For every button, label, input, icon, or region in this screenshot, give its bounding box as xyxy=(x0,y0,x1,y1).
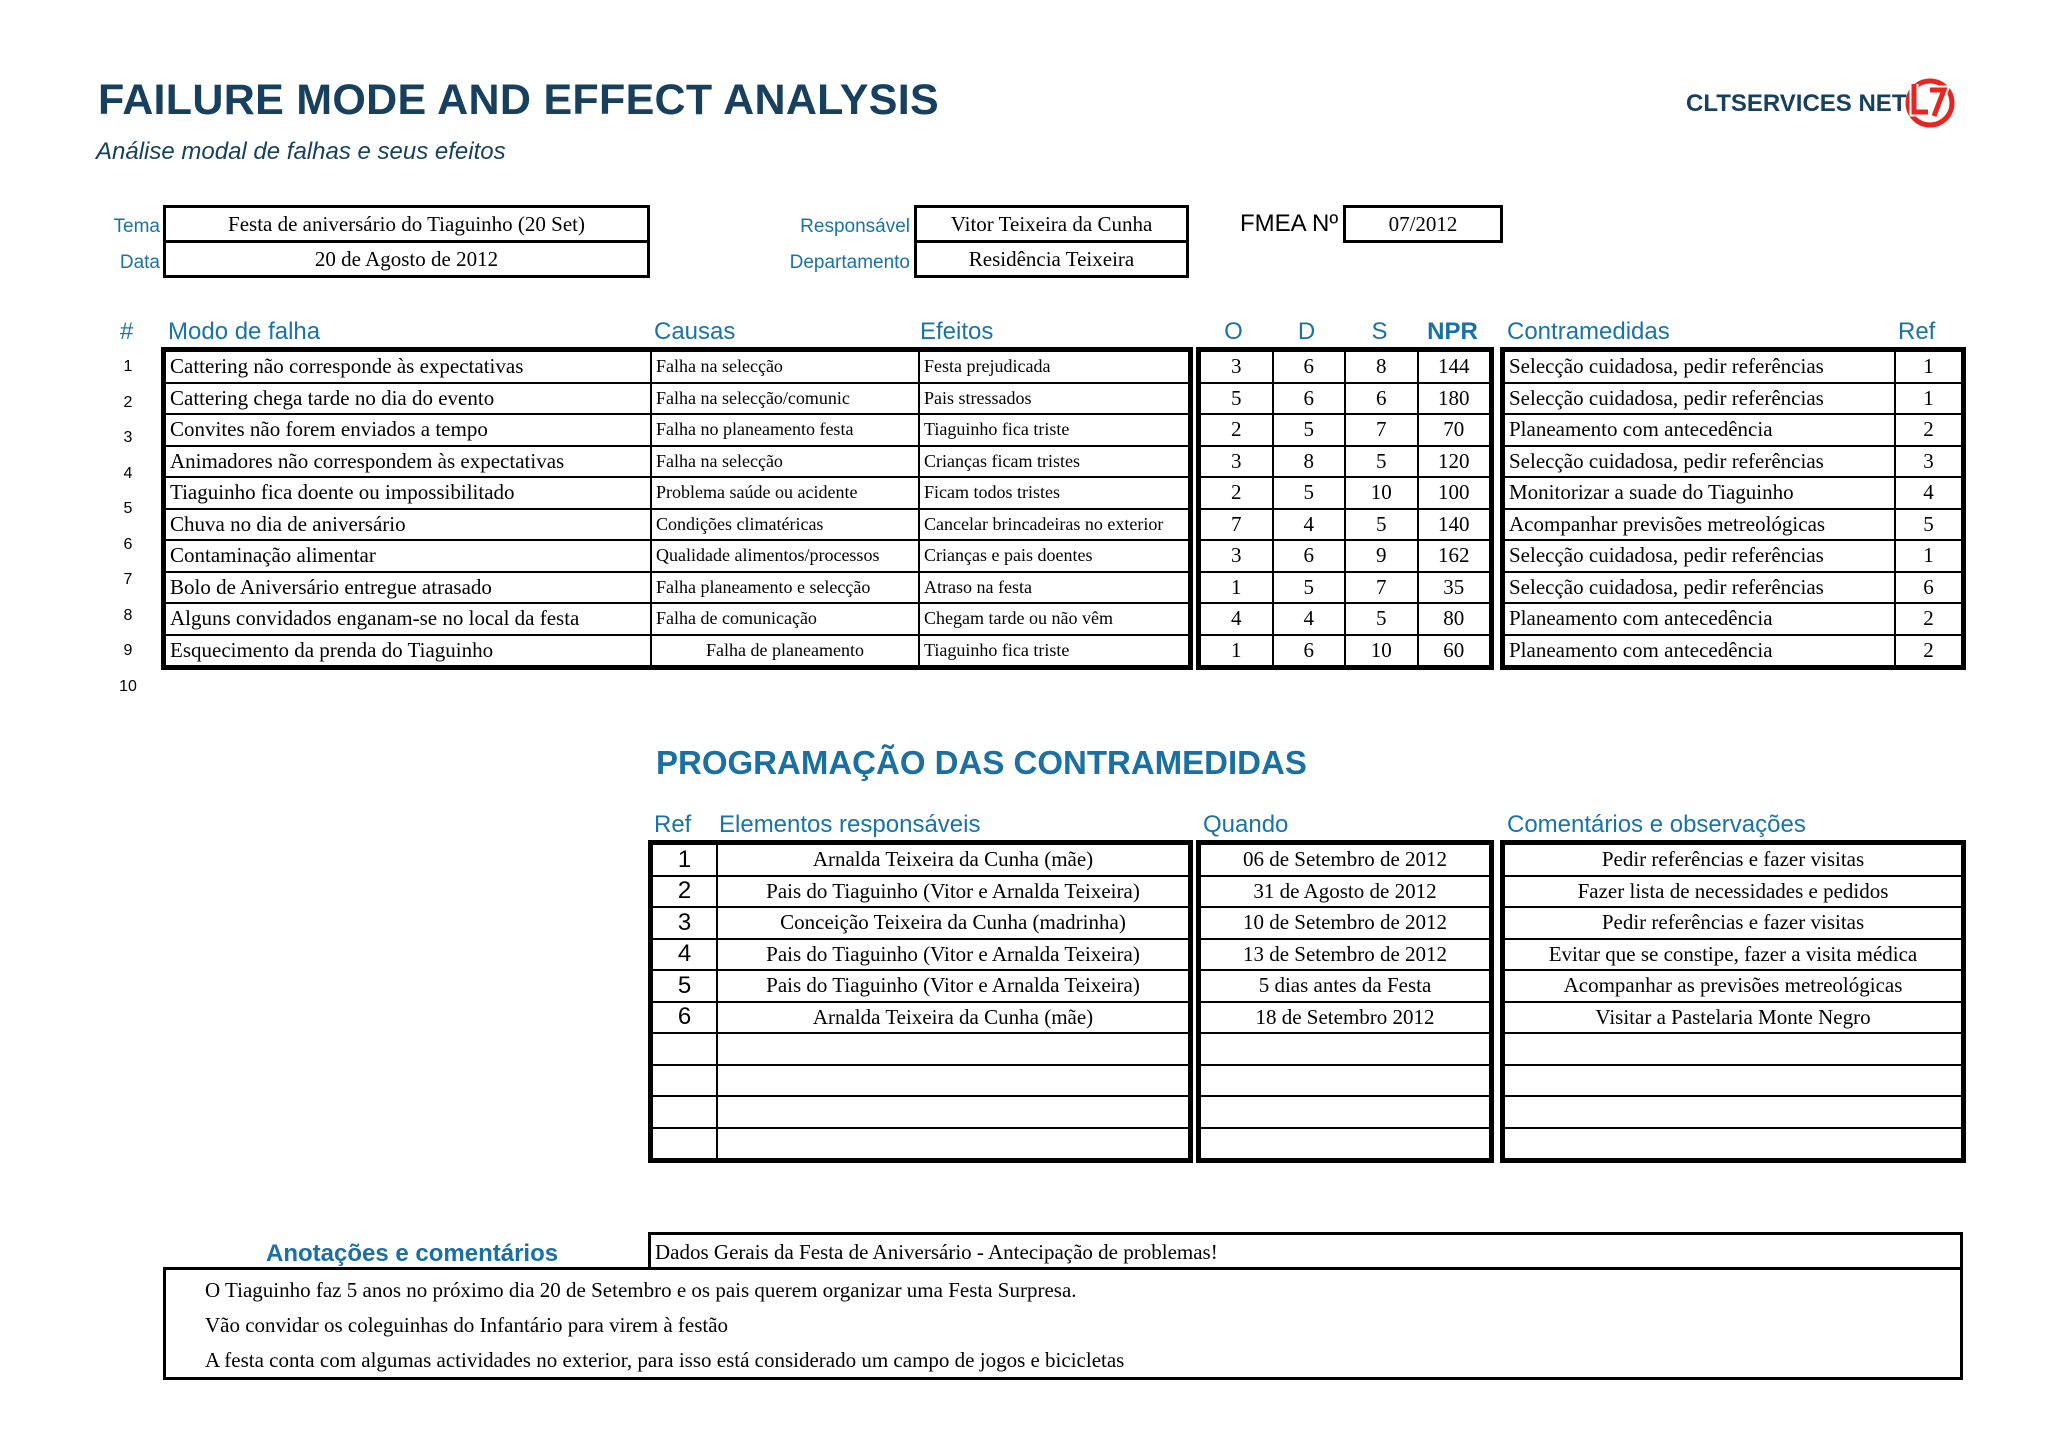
prog-elem-cell[interactable]: Pais do Tiaguinho (Vitor e Arnalda Teixeira) xyxy=(717,939,1189,971)
prog-header-comentarios: Comentários e observações xyxy=(1507,811,1806,838)
prog-ref-cell[interactable]: 1 xyxy=(652,844,717,876)
table-row xyxy=(1504,603,1962,635)
table-row xyxy=(652,939,1189,971)
col-header-efeitos: Efeitos xyxy=(920,318,994,345)
ref-cell[interactable]: 1 xyxy=(1895,540,1962,572)
contramedida-cell[interactable]: Monitorizar a suade do Tiaguinho xyxy=(1504,477,1895,509)
d-cell[interactable]: 6 xyxy=(1273,540,1346,572)
efeito-cell[interactable]: Chegam tarde ou não vêm xyxy=(919,603,1189,635)
table-row xyxy=(652,876,1189,908)
causa-cell[interactable]: Falha na selecção/comunic xyxy=(651,383,919,415)
ref-cell[interactable]: 5 xyxy=(1895,509,1962,541)
table-row xyxy=(652,907,1189,939)
responsavel-label: Responsável xyxy=(800,216,910,237)
fmea-table-contramedidas xyxy=(1503,350,1963,667)
prog-coment-cell[interactable]: Acompanhar as previsões metreológicas xyxy=(1504,970,1962,1002)
o-cell[interactable]: 5 xyxy=(1200,383,1273,415)
table-row xyxy=(1200,1065,1490,1097)
prog-quando-cell[interactable]: 5 dias antes da Festa xyxy=(1200,970,1490,1002)
contramedida-cell[interactable]: Selecção cuidadosa, pedir referências xyxy=(1504,540,1895,572)
npr-cell[interactable]: 35 xyxy=(1418,572,1491,604)
prog-coment-cell[interactable]: Pedir referências e fazer visitas xyxy=(1504,907,1962,939)
table-row xyxy=(652,1096,1189,1128)
table-row xyxy=(165,635,1189,667)
modo-cell[interactable]: Alguns convidados enganam-se no local da festa xyxy=(165,603,651,635)
table-row xyxy=(1200,876,1490,908)
o-cell[interactable]: 3 xyxy=(1200,540,1273,572)
contramedida-cell[interactable]: Selecção cuidadosa, pedir referências xyxy=(1504,383,1895,415)
table-row xyxy=(1504,540,1962,572)
col-header-s: S xyxy=(1371,318,1388,345)
brand-name: CLTSERVICES NET xyxy=(1686,90,1907,117)
prog-quando-cell[interactable]: 18 de Setembro 2012 xyxy=(1200,1002,1490,1034)
note-line: A festa conta com algumas actividades no exterior, para isso está considerado um campo de jogos e bicicletas xyxy=(205,1348,1125,1372)
prog-header-elementos: Elementos responsáveis xyxy=(719,811,981,838)
row-number: 2 xyxy=(123,393,133,411)
table-row xyxy=(1504,383,1962,415)
prog-coment-cell[interactable] xyxy=(1504,1128,1962,1160)
table-row xyxy=(165,414,1189,446)
modo-cell[interactable]: Esquecimento da prenda do Tiaguinho xyxy=(165,635,651,667)
prog-header-quando: Quando xyxy=(1203,811,1289,838)
col-header-num: # xyxy=(120,318,134,345)
npr-cell[interactable]: 80 xyxy=(1418,603,1491,635)
s-cell[interactable]: 10 xyxy=(1345,635,1418,667)
prog-coment-cell[interactable]: Fazer lista de necessidades e pedidos xyxy=(1504,876,1962,908)
table-row xyxy=(1504,351,1962,383)
table-row xyxy=(1504,970,1962,1002)
contramedida-cell[interactable]: Selecção cuidadosa, pedir referências xyxy=(1504,446,1895,478)
s-cell[interactable]: 9 xyxy=(1345,540,1418,572)
efeito-cell[interactable]: Festa prejudicada xyxy=(919,351,1189,383)
table-row xyxy=(1200,351,1490,383)
row-number: 7 xyxy=(123,571,133,588)
table-row xyxy=(1504,1002,1962,1034)
ref-cell[interactable]: 1 xyxy=(1895,383,1962,415)
col-header-causas: Causas xyxy=(654,318,736,345)
row-number: 4 xyxy=(123,464,133,482)
tema-label: Tema xyxy=(113,216,160,237)
table-row xyxy=(1200,383,1490,415)
prog-coment-cell[interactable] xyxy=(1504,1065,1962,1097)
table-row xyxy=(1200,844,1490,876)
ref-cell[interactable]: 4 xyxy=(1895,477,1962,509)
table-row xyxy=(1504,939,1962,971)
table-row xyxy=(1200,1128,1490,1160)
table-row xyxy=(1200,1002,1490,1034)
prog-elem-cell[interactable] xyxy=(717,1065,1189,1097)
causa-cell[interactable]: Falha planeamento e selecção xyxy=(651,572,919,604)
prog-ref-cell[interactable]: 2 xyxy=(652,876,717,908)
page-title: FAILURE MODE AND EFFECT ANALYSIS xyxy=(98,76,939,124)
row-number: 1 xyxy=(123,358,133,375)
table-row xyxy=(1504,414,1962,446)
row-number: 5 xyxy=(123,500,133,517)
note-line: Vão convidar os coleguinhas do Infantário para virem à festão xyxy=(205,1313,729,1337)
s-cell[interactable]: 7 xyxy=(1345,572,1418,604)
d-cell[interactable]: 5 xyxy=(1273,572,1346,604)
prog-ref-cell[interactable]: 3 xyxy=(652,907,717,939)
notes-title: Anotações e comentários xyxy=(266,1240,559,1267)
causa-cell[interactable]: Condições climatéricas xyxy=(651,509,919,541)
row-number: 6 xyxy=(123,535,133,553)
col-header-d: D xyxy=(1297,318,1316,345)
table-row xyxy=(1504,1065,1962,1097)
table-row xyxy=(1200,635,1490,667)
row-number: 9 xyxy=(123,642,133,659)
table-row xyxy=(165,351,1189,383)
modo-cell[interactable]: Bolo de Aniversário entregue atrasado xyxy=(165,572,651,604)
prog-elem-cell[interactable] xyxy=(717,1033,1189,1065)
ref-cell[interactable]: 2 xyxy=(1895,635,1962,667)
prog-ref-cell[interactable] xyxy=(652,1128,717,1160)
prog-coment-cell[interactable] xyxy=(1504,1096,1962,1128)
modo-cell[interactable]: Chuva no dia de aniversário xyxy=(165,509,651,541)
prog-ref-cell[interactable]: 5 xyxy=(652,970,717,1002)
col-header-npr: NPR xyxy=(1427,318,1478,345)
prog-ref-cell[interactable]: 6 xyxy=(652,1002,717,1034)
causa-cell[interactable]: Falha no planeamento festa xyxy=(651,414,919,446)
ref-cell[interactable]: 3 xyxy=(1895,446,1962,478)
table-row xyxy=(1504,635,1962,667)
departamento-label: Departamento xyxy=(789,252,910,273)
programacao-title: PROGRAMAÇÃO DAS CONTRAMEDIDAS xyxy=(656,744,1307,781)
causa-cell[interactable]: Falha na selecção xyxy=(651,446,919,478)
s-cell[interactable]: 5 xyxy=(1345,509,1418,541)
table-row xyxy=(1200,572,1490,604)
prog-header-ref: Ref xyxy=(654,811,692,838)
table-row xyxy=(1504,1033,1962,1065)
npr-cell[interactable]: 100 xyxy=(1418,477,1491,509)
fmea-number-field[interactable]: 07/2012 xyxy=(1343,205,1503,243)
ref-cell[interactable]: 1 xyxy=(1895,351,1962,383)
s-cell[interactable]: 8 xyxy=(1345,351,1418,383)
prog-elem-cell[interactable]: Conceição Teixeira da Cunha (madrinha) xyxy=(717,907,1189,939)
table-row xyxy=(165,509,1189,541)
efeito-cell[interactable]: Atraso na festa xyxy=(919,572,1189,604)
prog-ref-cell[interactable] xyxy=(652,1033,717,1065)
table-row xyxy=(1200,509,1490,541)
contramedida-cell[interactable]: Planeamento com antecedência xyxy=(1504,635,1895,667)
table-row xyxy=(1200,603,1490,635)
data-field[interactable]: 20 de Agosto de 2012 xyxy=(163,240,650,278)
s-cell[interactable]: 7 xyxy=(1345,414,1418,446)
modo-cell[interactable]: Convites não forem enviados a tempo xyxy=(165,414,651,446)
table-row xyxy=(165,572,1189,604)
prog-elem-cell[interactable] xyxy=(717,1096,1189,1128)
d-cell[interactable]: 8 xyxy=(1273,446,1346,478)
prog-quando-cell[interactable]: 06 de Setembro de 2012 xyxy=(1200,844,1490,876)
col-header-o: O xyxy=(1224,318,1243,345)
table-row xyxy=(165,603,1189,635)
table-row xyxy=(652,1002,1189,1034)
table-row xyxy=(1504,907,1962,939)
o-cell[interactable]: 7 xyxy=(1200,509,1273,541)
s-cell[interactable]: 6 xyxy=(1345,383,1418,415)
npr-cell[interactable]: 180 xyxy=(1418,383,1491,415)
d-cell[interactable]: 6 xyxy=(1273,351,1346,383)
d-cell[interactable]: 4 xyxy=(1273,603,1346,635)
prog-elem-cell[interactable] xyxy=(717,1128,1189,1160)
prog-elem-cell[interactable]: Pais do Tiaguinho (Vitor e Arnalda Teixeira) xyxy=(717,970,1189,1002)
prog-quando-cell[interactable] xyxy=(1200,1128,1490,1160)
prog-quando-cell[interactable] xyxy=(1200,1033,1490,1065)
table-row xyxy=(652,844,1189,876)
table-row xyxy=(652,1065,1189,1097)
prog-ref-cell[interactable] xyxy=(652,1096,717,1128)
causa-cell[interactable]: Falha de comunicação xyxy=(651,603,919,635)
npr-cell[interactable]: 162 xyxy=(1418,540,1491,572)
ref-cell[interactable]: 6 xyxy=(1895,572,1962,604)
causa-cell[interactable]: Problema saúde ou acidente xyxy=(651,477,919,509)
npr-cell[interactable]: 120 xyxy=(1418,446,1491,478)
table-row xyxy=(1504,844,1962,876)
table-row xyxy=(1504,876,1962,908)
modo-cell[interactable]: Cattering não corresponde às expectativas xyxy=(165,351,651,383)
table-row xyxy=(1200,970,1490,1002)
col-header-modo: Modo de falha xyxy=(168,318,321,345)
prog-quando-cell[interactable] xyxy=(1200,1065,1490,1097)
col-header-ref: Ref xyxy=(1898,318,1936,345)
departamento-field[interactable]: Residência Teixeira xyxy=(914,240,1189,278)
modo-cell[interactable]: Tiaguinho fica doente ou impossibilitado xyxy=(165,477,651,509)
npr-cell[interactable]: 60 xyxy=(1418,635,1491,667)
prog-table-comentarios xyxy=(1503,843,1963,1160)
d-cell[interactable]: 4 xyxy=(1273,509,1346,541)
prog-elem-cell[interactable]: Pais do Tiaguinho (Vitor e Arnalda Teixeira) xyxy=(717,876,1189,908)
o-cell[interactable]: 1 xyxy=(1200,635,1273,667)
d-cell[interactable]: 5 xyxy=(1273,477,1346,509)
table-row xyxy=(165,540,1189,572)
prog-coment-cell[interactable]: Evitar que se constipe, fazer a visita médica xyxy=(1504,939,1962,971)
prog-coment-cell[interactable] xyxy=(1504,1033,1962,1065)
table-row xyxy=(652,1033,1189,1065)
efeito-cell[interactable]: Crianças ficam tristes xyxy=(919,446,1189,478)
npr-cell[interactable]: 70 xyxy=(1418,414,1491,446)
table-row xyxy=(1200,446,1490,478)
prog-coment-cell[interactable]: Pedir referências e fazer visitas xyxy=(1504,844,1962,876)
prog-table-quando xyxy=(1199,843,1491,1160)
table-row xyxy=(1200,1033,1490,1065)
contramedida-cell[interactable]: Selecção cuidadosa, pedir referências xyxy=(1504,351,1895,383)
table-row xyxy=(1504,446,1962,478)
table-row xyxy=(1504,477,1962,509)
brand-logo-icon xyxy=(1900,76,1958,128)
efeito-cell[interactable]: Pais stressados xyxy=(919,383,1189,415)
table-row xyxy=(1200,1096,1490,1128)
prog-elem-cell[interactable]: Arnalda Teixeira da Cunha (mãe) xyxy=(717,1002,1189,1034)
prog-coment-cell[interactable]: Visitar a Pastelaria Monte Negro xyxy=(1504,1002,1962,1034)
prog-quando-cell[interactable]: 10 de Setembro de 2012 xyxy=(1200,907,1490,939)
table-row xyxy=(1200,414,1490,446)
data-label: Data xyxy=(119,252,160,273)
col-header-contramedidas: Contramedidas xyxy=(1507,318,1670,345)
tema-field[interactable]: Festa de aniversário do Tiaguinho (20 Set) xyxy=(163,205,650,243)
table-row xyxy=(1504,509,1962,541)
notes-heading[interactable]: Dados Gerais da Festa de Aniversário - Antecipação de problemas! xyxy=(648,1232,1963,1270)
table-row xyxy=(652,1128,1189,1160)
npr-cell[interactable]: 140 xyxy=(1418,509,1491,541)
table-row xyxy=(1504,1096,1962,1128)
table-row xyxy=(1200,939,1490,971)
npr-cell[interactable]: 144 xyxy=(1418,351,1491,383)
causa-cell[interactable]: Falha de planeamento xyxy=(651,635,919,667)
prog-quando-cell[interactable]: 31 de Agosto de 2012 xyxy=(1200,876,1490,908)
row-number: 10 xyxy=(119,677,137,695)
d-cell[interactable]: 6 xyxy=(1273,383,1346,415)
prog-elem-cell[interactable]: Arnalda Teixeira da Cunha (mãe) xyxy=(717,844,1189,876)
o-cell[interactable]: 4 xyxy=(1200,603,1273,635)
contramedida-cell[interactable]: Planeamento com antecedência xyxy=(1504,414,1895,446)
causa-cell[interactable]: Qualidade alimentos/processos xyxy=(651,540,919,572)
o-cell[interactable]: 2 xyxy=(1200,477,1273,509)
page-subtitle: Análise modal de falhas e seus efeitos xyxy=(96,138,506,165)
modo-cell[interactable]: Animadores não correspondem às expectativas xyxy=(165,446,651,478)
o-cell[interactable]: 1 xyxy=(1200,572,1273,604)
prog-ref-cell[interactable]: 4 xyxy=(652,939,717,971)
table-row xyxy=(1504,1128,1962,1160)
s-cell[interactable]: 10 xyxy=(1345,477,1418,509)
d-cell[interactable]: 5 xyxy=(1273,414,1346,446)
d-cell[interactable]: 6 xyxy=(1273,635,1346,667)
modo-cell[interactable]: Contaminação alimentar xyxy=(165,540,651,572)
table-row xyxy=(652,970,1189,1002)
row-numbers xyxy=(113,349,143,704)
table-row xyxy=(165,383,1189,415)
prog-quando-cell[interactable]: 13 de Setembro de 2012 xyxy=(1200,939,1490,971)
row-number: 3 xyxy=(123,429,133,446)
row-number: 8 xyxy=(123,606,133,624)
efeito-cell[interactable]: Tiaguinho fica triste xyxy=(919,635,1189,667)
efeito-cell[interactable]: Crianças e pais doentes xyxy=(919,540,1189,572)
efeito-cell[interactable]: Cancelar brincadeiras no exterior xyxy=(919,509,1189,541)
o-cell[interactable]: 3 xyxy=(1200,446,1273,478)
ref-cell[interactable]: 2 xyxy=(1895,414,1962,446)
contramedida-cell[interactable]: Planeamento com antecedência xyxy=(1504,603,1895,635)
contramedida-cell[interactable]: Acompanhar previsões metreológicas xyxy=(1504,509,1895,541)
s-cell[interactable]: 5 xyxy=(1345,446,1418,478)
table-row xyxy=(1200,907,1490,939)
table-row xyxy=(165,446,1189,478)
table-row xyxy=(1200,540,1490,572)
contramedida-cell[interactable]: Selecção cuidadosa, pedir referências xyxy=(1504,572,1895,604)
prog-quando-cell[interactable] xyxy=(1200,1096,1490,1128)
responsavel-field[interactable]: Vitor Teixeira da Cunha xyxy=(914,205,1189,243)
table-row xyxy=(165,477,1189,509)
o-cell[interactable]: 2 xyxy=(1200,414,1273,446)
causa-cell[interactable]: Falha na selecção xyxy=(651,351,919,383)
efeito-cell[interactable]: Ficam todos tristes xyxy=(919,477,1189,509)
efeito-cell[interactable]: Tiaguinho fica triste xyxy=(919,414,1189,446)
modo-cell[interactable]: Cattering chega tarde no dia do evento xyxy=(165,383,651,415)
fmea-number-label: FMEA Nº xyxy=(1240,210,1339,237)
ref-cell[interactable]: 2 xyxy=(1895,603,1962,635)
prog-table-elementos xyxy=(651,843,1190,1160)
table-row xyxy=(1504,572,1962,604)
table-row xyxy=(1200,477,1490,509)
fmea-table-scores xyxy=(1199,350,1491,667)
note-line: O Tiaguinho faz 5 anos no próximo dia 20 de Setembro e os pais querem organizar uma Festa Surpresa. xyxy=(205,1278,1077,1302)
fmea-table-main xyxy=(164,350,1190,667)
prog-ref-cell[interactable] xyxy=(652,1065,717,1097)
o-cell[interactable]: 3 xyxy=(1200,351,1273,383)
s-cell[interactable]: 5 xyxy=(1345,603,1418,635)
